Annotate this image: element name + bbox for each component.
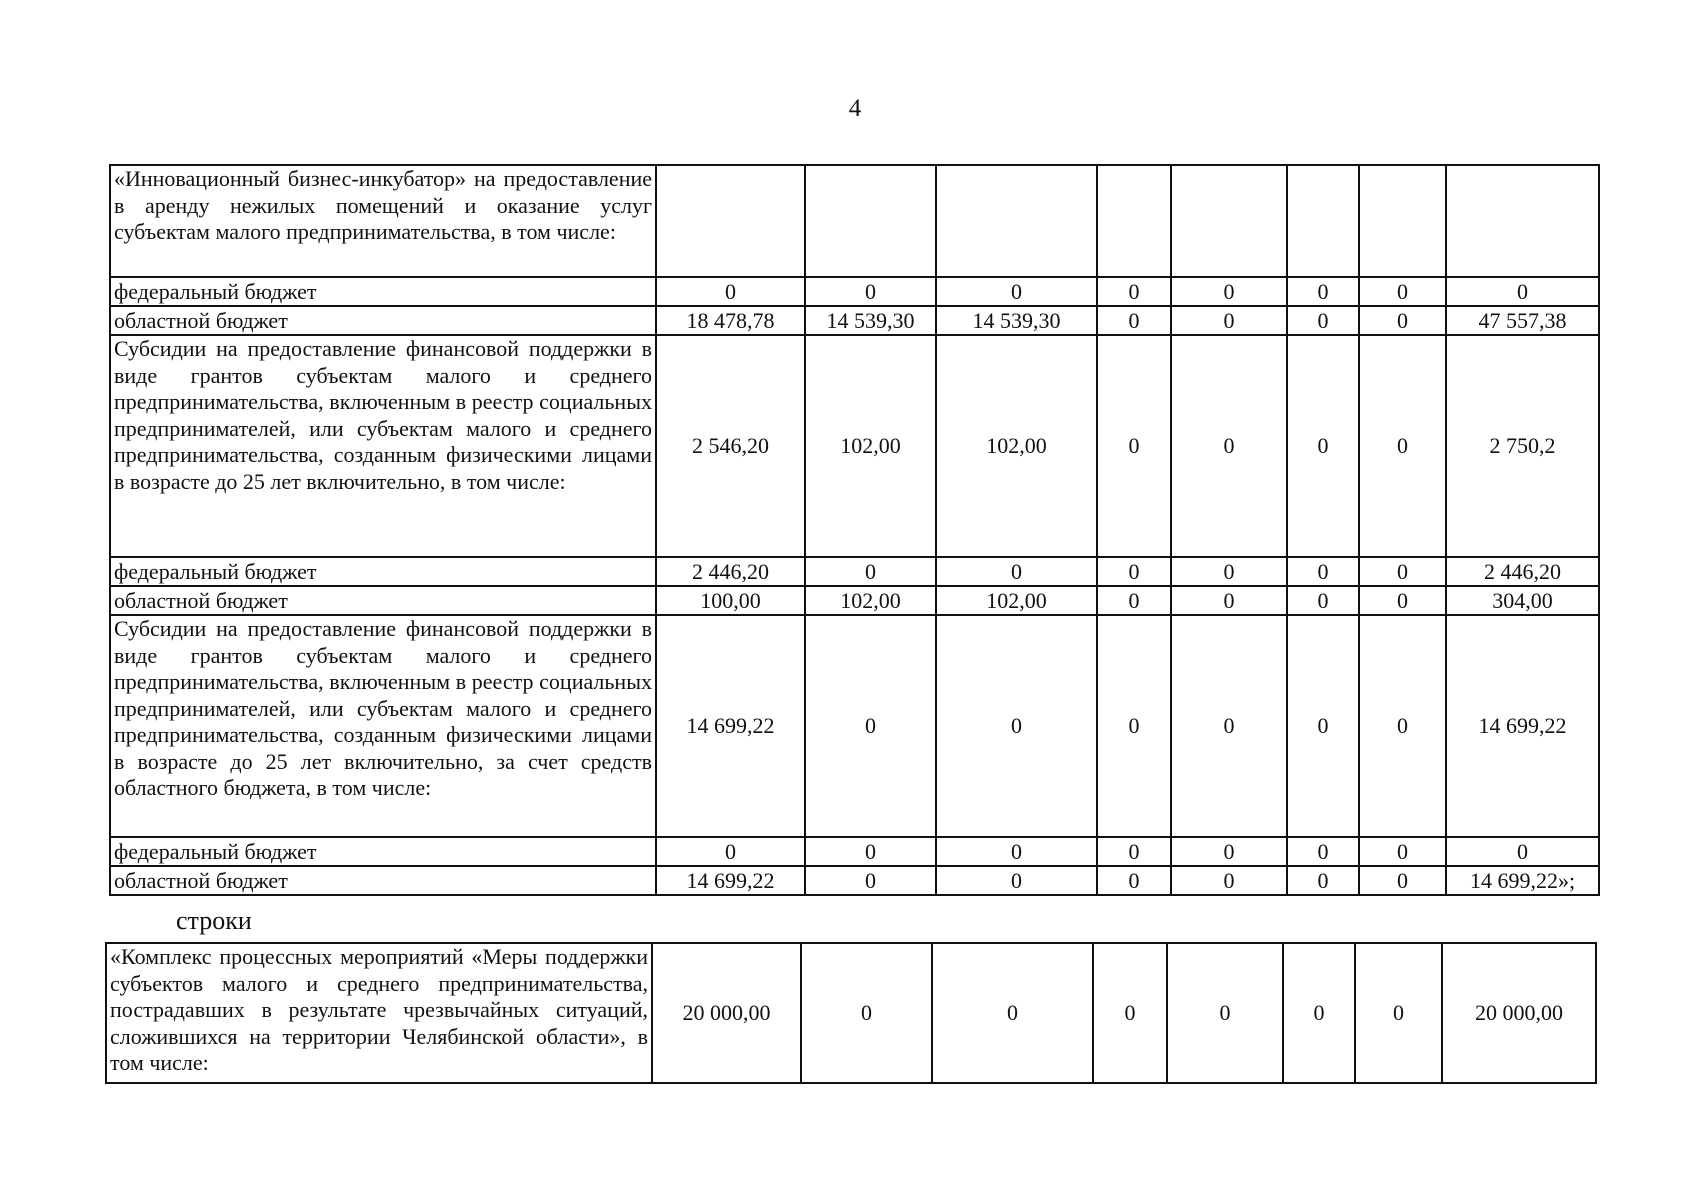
value-cell: 20 000,00	[652, 943, 801, 1083]
value-cell: 0	[805, 277, 936, 306]
table-row	[110, 335, 1599, 557]
value-cell: 0	[1097, 866, 1171, 895]
row-name: «Инновационный бизнес-инкубатор» на предоставление в аренду нежилых помещений и оказание услуг субъектам малого предпринимательства, в том числе:	[110, 165, 656, 277]
value-cell: 102,00	[805, 586, 936, 615]
value-cell: 18 478,78	[656, 306, 805, 335]
value-cell	[805, 165, 936, 277]
value-cell: 0	[1359, 306, 1446, 335]
value-cell: 0	[656, 277, 805, 306]
value-cell	[656, 165, 805, 277]
value-cell: 102,00	[936, 586, 1097, 615]
value-cell	[1171, 165, 1287, 277]
value-cell: 14 699,22	[656, 866, 805, 895]
value-cell: 0	[805, 866, 936, 895]
row-name: федеральный бюджет	[110, 277, 656, 306]
row-name: областной бюджет	[110, 306, 656, 335]
value-cell: 0	[1287, 306, 1359, 335]
table-row	[110, 306, 1599, 335]
value-cell: 0	[936, 837, 1097, 866]
value-cell: 0	[1097, 837, 1171, 866]
value-cell: 0	[1093, 943, 1167, 1083]
value-cell: 0	[1097, 557, 1171, 586]
value-cell: 0	[1287, 837, 1359, 866]
value-cell: 0	[1097, 615, 1171, 837]
value-cell: 0	[1171, 866, 1287, 895]
value-cell: 47 557,38	[1446, 306, 1599, 335]
value-cell: 0	[1171, 557, 1287, 586]
value-cell: 0	[936, 866, 1097, 895]
value-cell: 0	[1171, 306, 1287, 335]
value-cell: 0	[1097, 277, 1171, 306]
value-cell: 0	[1359, 557, 1446, 586]
table-row	[110, 866, 1599, 895]
value-cell: 2 546,20	[656, 335, 805, 557]
value-cell: 0	[1287, 866, 1359, 895]
value-cell	[936, 165, 1097, 277]
table-row	[110, 615, 1599, 837]
table-row	[110, 837, 1599, 866]
value-cell	[1359, 165, 1446, 277]
row-name: Субсидии на предоставление финансовой поддержки в виде грантов субъектам малого и среднего предпринимательства, включенным в реестр социальных предпринимателей, или субъектам малого и среднего предпринимательства, созданным физическими лицами в возрасте до 25 лет включительно, в том числе:	[110, 335, 656, 557]
value-cell: 100,00	[656, 586, 805, 615]
value-cell: 0	[1287, 557, 1359, 586]
value-cell: 0	[1359, 866, 1446, 895]
row-name: Субсидии на предоставление финансовой поддержки в виде грантов субъектам малого и среднего предпринимательства, включенным в реестр социальных предпринимателей, или субъектам малого и среднего предпринимательства, созданным физическими лицами в возрасте до 25 лет включительно, за счет средств областного бюджета, в том числе:	[110, 615, 656, 837]
row-name: «Комплекс процессных мероприятий «Меры поддержки субъектов малого и среднего предпринимательства, пострадавших в результате чрезвычайных ситуаций, сложившихся на территории Челябинской области», в том числе:	[106, 943, 652, 1083]
table-row	[106, 943, 1596, 1083]
table-row	[110, 165, 1599, 277]
value-cell: 0	[1283, 943, 1355, 1083]
value-cell: 0	[1446, 837, 1599, 866]
value-cell: 0	[1097, 306, 1171, 335]
value-cell: 0	[805, 557, 936, 586]
value-cell: 20 000,00	[1442, 943, 1596, 1083]
value-cell: 304,00	[1446, 586, 1599, 615]
value-cell: 0	[1359, 586, 1446, 615]
value-cell: 0	[1097, 586, 1171, 615]
value-cell: 0	[1171, 335, 1287, 557]
value-cell: 0	[1287, 586, 1359, 615]
value-cell: 0	[1446, 277, 1599, 306]
value-cell: 14 699,22	[656, 615, 805, 837]
table-row	[110, 557, 1599, 586]
table-row	[110, 277, 1599, 306]
value-cell: 0	[656, 837, 805, 866]
value-cell: 0	[1167, 943, 1283, 1083]
row-name: федеральный бюджет	[110, 557, 656, 586]
value-cell: 0	[805, 837, 936, 866]
value-cell	[1097, 165, 1171, 277]
value-cell	[1446, 165, 1599, 277]
value-cell: 0	[1171, 277, 1287, 306]
value-cell: 0	[1359, 615, 1446, 837]
value-cell: 14 539,30	[805, 306, 936, 335]
value-cell: 0	[936, 557, 1097, 586]
row-name: областной бюджет	[110, 866, 656, 895]
value-cell: 2 446,20	[656, 557, 805, 586]
value-cell	[1287, 165, 1359, 277]
page-number: 4	[848, 95, 862, 122]
value-cell: 0	[1359, 277, 1446, 306]
value-cell: 0	[936, 615, 1097, 837]
value-cell: 0	[1355, 943, 1442, 1083]
value-cell: 102,00	[805, 335, 936, 557]
value-cell: 0	[1171, 586, 1287, 615]
row-name: федеральный бюджет	[110, 837, 656, 866]
value-cell: 14 539,30	[936, 306, 1097, 335]
value-cell: 0	[1287, 615, 1359, 837]
value-cell: 0	[932, 943, 1093, 1083]
value-cell: 0	[1359, 335, 1446, 557]
value-cell: 0	[1171, 615, 1287, 837]
table-row	[110, 586, 1599, 615]
budget-table	[109, 164, 1600, 896]
value-cell: 14 699,22»;	[1446, 866, 1599, 895]
value-cell: 2 750,2	[1446, 335, 1599, 557]
value-cell: 2 446,20	[1446, 557, 1599, 586]
value-cell: 14 699,22	[1446, 615, 1599, 837]
value-cell: 0	[1359, 837, 1446, 866]
value-cell: 0	[1287, 335, 1359, 557]
section-word: строки	[176, 906, 252, 935]
lines-table	[105, 942, 1597, 1084]
value-cell: 0	[1097, 335, 1171, 557]
value-cell: 0	[1171, 837, 1287, 866]
value-cell: 102,00	[936, 335, 1097, 557]
value-cell: 0	[805, 615, 936, 837]
value-cell: 0	[936, 277, 1097, 306]
value-cell: 0	[801, 943, 932, 1083]
row-name: областной бюджет	[110, 586, 656, 615]
value-cell: 0	[1287, 277, 1359, 306]
